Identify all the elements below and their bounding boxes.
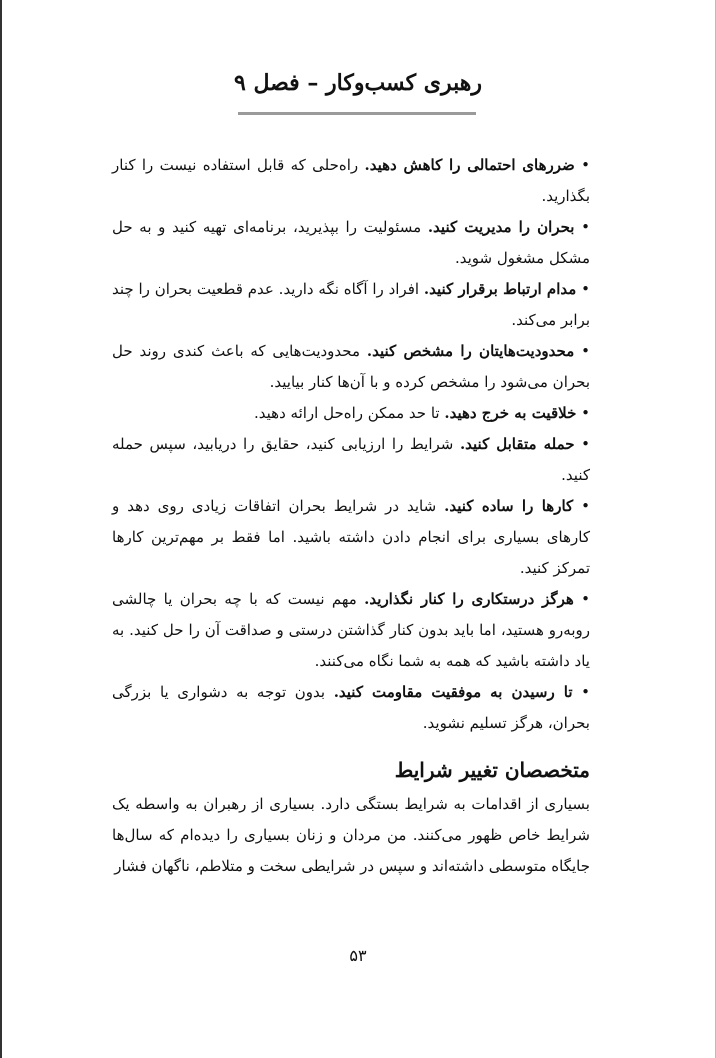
bullet-item: • خلاقیت به خرج دهید. تا حد ممکن راه‌حل ارائه دهید. [254, 404, 590, 422]
section-heading: متخصصان تغییر شرایط [394, 758, 590, 782]
bullet-item: • محدودیت‌هایتان را مشخص کنید. محدودیت‌هایی که باعث کندی روند حل بحران می‌شود را مشخص کرده و با آن‌ها کنار بیایید. [112, 342, 590, 391]
bullet-text: شرایط را ارزیابی کنید، حقایق را دریابید، سپس حمله کنید. [112, 435, 590, 484]
bullet-text: مسئولیت را بپذیرید، برنامه‌ای تهیه کنید و به حل مشکل مشغول شوید. [112, 218, 590, 267]
bullet-lead: هرگز درستکاری را کنار نگذارید. [364, 590, 574, 608]
bullet-item: • بحران را مدیریت کنید. مسئولیت را بپذیرید، برنامه‌ای تهیه کنید و به حل مشکل مشغول شوید. [112, 218, 590, 267]
bullet-lead: محدودیت‌هایتان را مشخص کنید. [366, 342, 575, 360]
bullet-lead: تا رسیدن به موفقیت مقاومت کنید. [333, 683, 573, 701]
running-header-title: رهبری کسب‌وکار – فصل ۹ [233, 70, 483, 96]
bullet-lead: ضررهای احتمالی را کاهش دهید. [364, 156, 575, 174]
bullet-text: شاید در شرایط بحران اتفاقات زیادی روی دهد و کارهای بسیاری برای انجام دادن داشته باشید. اما فقط بر مهم‌ترین کارها تمرکز کنید. [112, 497, 590, 577]
section-paragraph: بسیاری از اقدامات به شرایط بستگی دارد. بسیاری از رهبران به واسطه یک شرایط خاص ظهور می‌کنند. من مردان و زنان بسیاری را دیده‌ام که سال‌ها جایگاه متوسطی داشته‌اند و سپس در شرایطی سخت و متلاطم، ناگهان فشار [112, 795, 590, 875]
bullet-item: • مدام ارتباط برقرار کنید. افراد را آگاه نگه دارید. عدم قطعیت بحران را چند برابر می‌کند. [112, 280, 590, 329]
bullet-lead: بحران را مدیریت کنید. [427, 218, 575, 236]
bullet-lead: حمله متقابل کنید. [459, 435, 575, 453]
bullet-lead: مدام ارتباط برقرار کنید. [423, 280, 577, 298]
bullet-text: افراد را آگاه نگه دارید. عدم قطعیت بحران را چند برابر می‌کند. [112, 280, 590, 329]
bullet-lead: کارها را ساده کنید. [444, 497, 574, 515]
bullet-item: • کارها را ساده کنید. شاید در شرایط بحران اتفاقات زیادی روی دهد و کارهای بسیاری برای انجام دادن داشته باشید. اما فقط بر مهم‌ترین کارها تمرکز کنید. [112, 497, 590, 577]
bullet-text: تا حد ممکن راه‌حل ارائه دهید. [254, 404, 445, 422]
bullet-item: • ضررهای احتمالی را کاهش دهید. راه‌حلی که قابل استفاده نیست را کنار بگذارید. [112, 156, 590, 205]
header-rule [238, 112, 476, 115]
page-number: ۵۳ [349, 946, 367, 965]
bullet-text: راه‌حلی که قابل استفاده نیست را کنار بگذارید. [112, 156, 590, 205]
bullet-text: مهم نیست که با چه بحران یا چالشی روبه‌رو هستید، اما باید بدون کنار گذاشتن درستی و صداقت آن را حل کنید. به یاد داشته باشید که همه به شما نگاه می‌کنند. [112, 590, 590, 670]
bullet-lead: خلاقیت به خرج دهید. [444, 404, 577, 422]
bullet-text: بدون توجه به دشواری یا بزرگی بحران، هرگز تسلیم نشوید. [112, 683, 590, 732]
bullet-item: • حمله متقابل کنید. شرایط را ارزیابی کنید، حقایق را دریابید، سپس حمله کنید. [112, 435, 590, 484]
bullet-text: محدودیت‌هایی که باعث کندی روند حل بحران می‌شود را مشخص کرده و با آن‌ها کنار بیایید. [112, 342, 590, 391]
running-header [0, 70, 716, 96]
bullet-list [112, 150, 590, 739]
bullet-item: • تا رسیدن به موفقیت مقاومت کنید. بدون توجه به دشواری یا بزرگی بحران، هرگز تسلیم نشوید. [112, 683, 590, 732]
bullet-item: • هرگز درستکاری را کنار نگذارید. مهم نیست که با چه بحران یا چالشی روبه‌رو هستید، اما باید بدون کنار گذاشتن درستی و صداقت آن را حل کنید. به یاد داشته باشید که همه به شما نگاه می‌کنند. [112, 590, 590, 670]
page-body [112, 150, 590, 882]
page-edge-left [0, 0, 2, 1058]
